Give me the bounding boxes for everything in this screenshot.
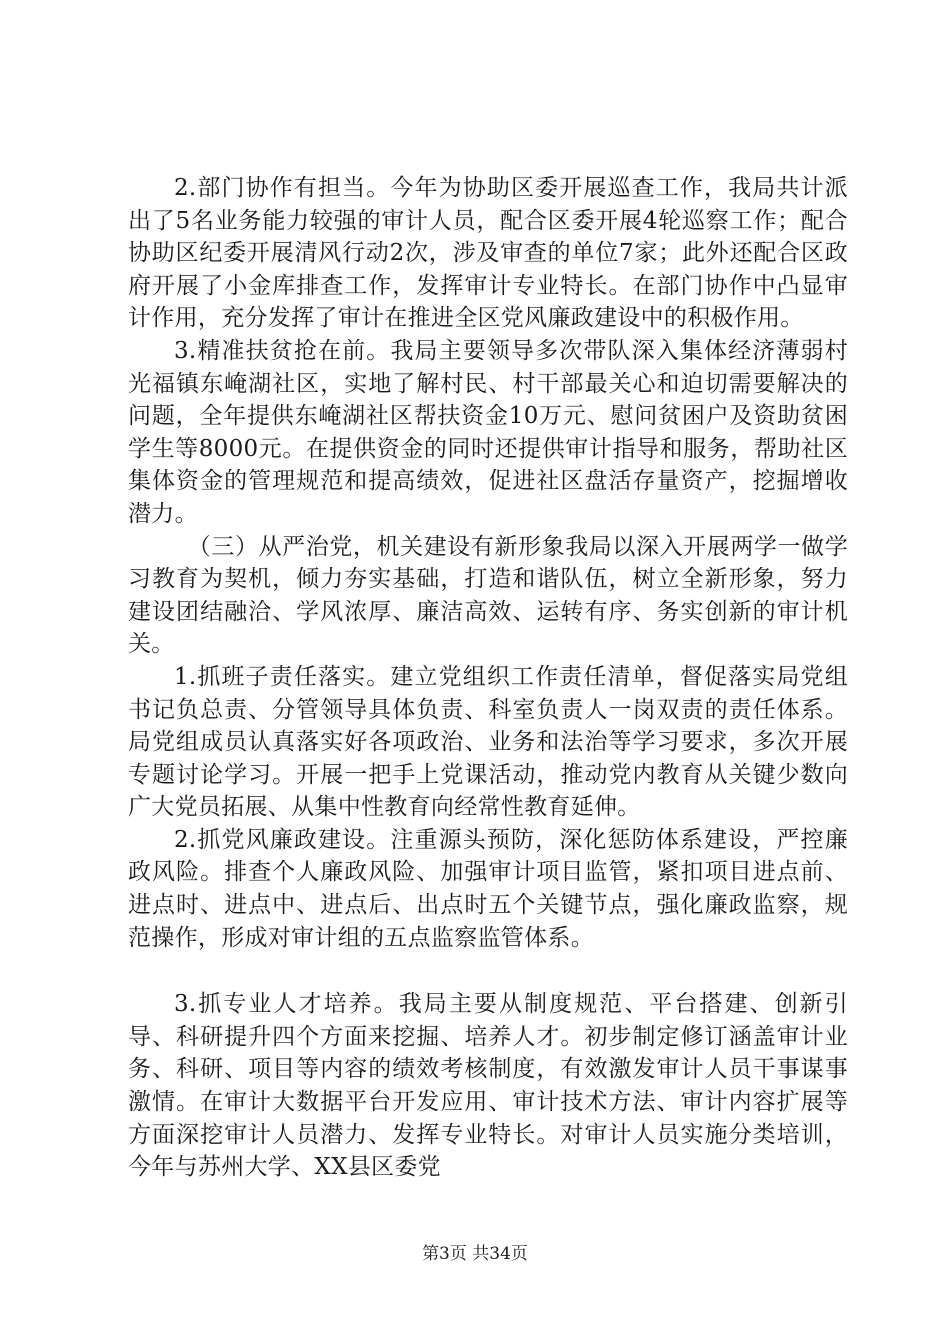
paragraph-leadership-responsibility: 1.抓班子责任落实。建立党组织工作责任清单，督促落实局党组书记负总责、分管领导具体负责、科室负责人一岗双责的责任体系。局党组成员认真落实好各项政治、业务和法治等学习要求，多次开展专题讨论学习。开展一把手上党课活动，推动党内教育从关键少数向广大党员拓展、从集中性教育向经常性教育延伸。	[128, 663, 848, 821]
page-number-footer: 第3页 共34页	[422, 1244, 528, 1264]
document-body	[128, 172, 848, 1184]
paragraph-poverty-alleviation: 3.精准扶贫抢在前。我局主要领导多次带队深入集体经济薄弱村光福镇东崦湖社区，实地了解村民、村干部最关心和迫切需要解决的问题，全年提供东崦湖社区帮扶资金10万元、慰问贫困户及资助贫困学生等8000元。在提供资金的同时还提供审计指导和服务，帮助社区集体资金的管理规范和提高绩效，促进社区盘活存量资产，挖掘增收潜力。	[128, 337, 848, 527]
paragraph-talent-training: 3.抓专业人才培养。我局主要从制度规范、平台搭建、创新引导、科研提升四个方面来挖掘、培养人才。初步制定修订涵盖审计业务、科研、项目等内容的绩效考核制度，有效激发审计人员干事谋事激情。在审计大数据平台开发应用、审计技术方法、审计内容扩展等方面深挖审计人员潜力、发挥专业特长。对审计人员实施分类培训，今年与苏州大学、XX县区委党	[128, 991, 848, 1181]
section-heading-paragraph: （三）从严治党，机关建设有新形象我局以深入开展两学一做学习教育为契机，倾力夯实基础，打造和谐队伍，树立全新形象，努力建设团结融洽、学风浓厚、廉洁高效、运转有序、务实创新的审计机关。	[128, 533, 848, 658]
paragraph-department-cooperation: 2.部门协作有担当。今年为协助区委开展巡查工作，我局共计派出了5名业务能力较强的审计人员，配合区委开展4轮巡察工作；配合协助区纪委开展清风行动2次，涉及审查的单位7家；此外还配合区政府开展了小金库排查工作，发挥审计专业特长。在部门协作中凸显审计作用，充分发挥了审计在推进全区党风廉政建设中的积极作用。	[128, 175, 848, 332]
paragraph-integrity-building: 2.抓党风廉政建设。注重源头预防，深化惩防体系建设，严控廉政风险。排查个人廉政风险、加强审计项目监管，紧扣项目进点前、进点时、进点中、进点后、出点时五个关键节点，强化廉政监察，规范操作，形成对审计组的五点监察监管体系。	[128, 826, 848, 951]
